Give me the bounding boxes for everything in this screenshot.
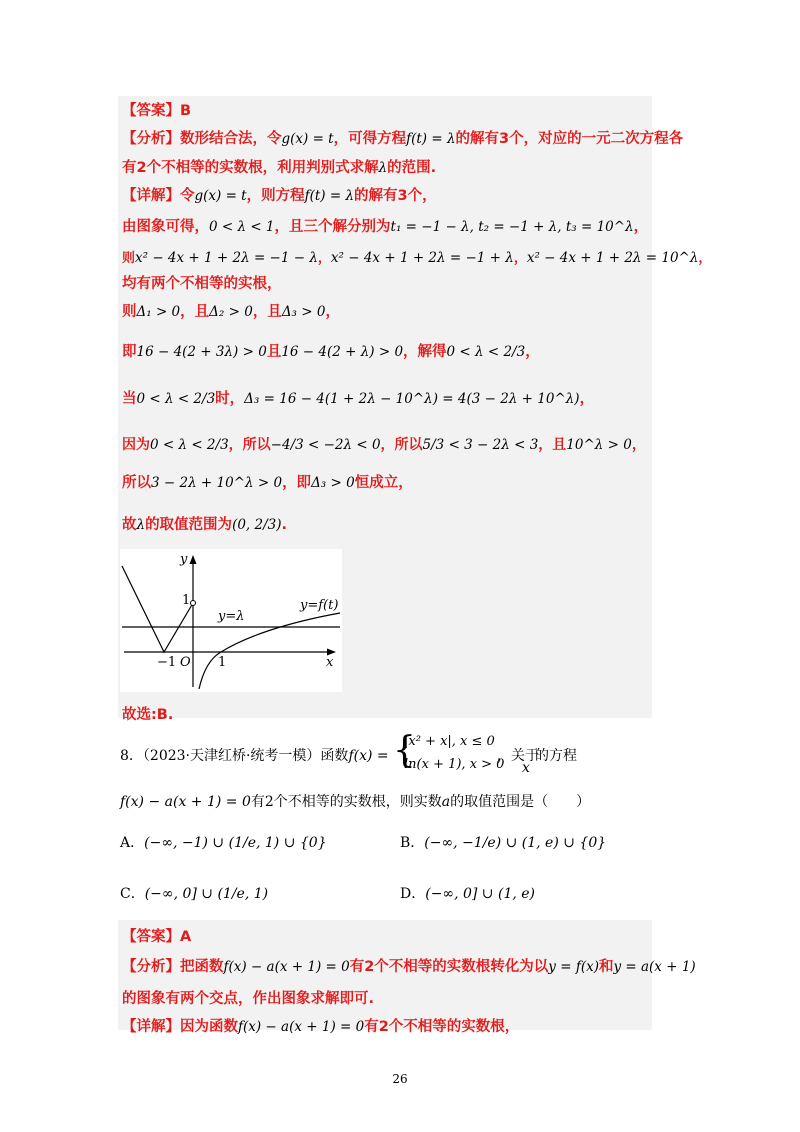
origin-label: O — [180, 655, 191, 670]
option-b[interactable]: B．(−∞, −1/e) ∪ (1, e) ∪ {0} — [400, 835, 607, 851]
detail-line-9: 所以3 − 2λ + 10^λ > 0，即Δ₃ > 0恒成立， — [122, 475, 413, 491]
detail-line-7: 当0 < λ < 2/3时，Δ₃ = 16 − 4(1 + 2λ − 10^λ) = 4(3 − 2λ + 10^λ)， — [122, 391, 595, 407]
detail-line-3: 则x² − 4x + 1 + 2λ = −1 − λ，x² − 4x + 1 + 2λ = −1 + λ，x² − 4x + 1 + 2λ = 10^λ， — [122, 250, 712, 266]
option-c[interactable]: C．(−∞, 0] ∪ (1/e, 1) — [120, 886, 269, 902]
detail-line-6: 即16 − 4(2 + 3λ) > 0且16 − 4(2 + λ) > 0，解得0 < λ < 2/3， — [122, 344, 540, 360]
tick-neg1: −1 — [157, 655, 177, 670]
analysis-2-line-2: 的图象有两个交点，作出图象求解即可. — [122, 991, 375, 1007]
option-a[interactable]: A．(−∞, −1) ∪ (1/e, 1) ∪ {0} — [120, 835, 327, 851]
function-graph — [120, 549, 342, 692]
detail-line-1: 【详解】令g(x) = t，则方程f(t) = λ的解有3个， — [122, 188, 437, 204]
detail-line-5: 则Δ₁ > 0，且Δ₂ > 0，且Δ₃ > 0， — [122, 304, 340, 320]
page-number: 26 — [392, 1072, 408, 1086]
y-label: y — [180, 552, 188, 567]
question-8-eq: 的方程 — [535, 748, 577, 764]
open-point — [191, 601, 196, 606]
piecewise-brace: { — [393, 730, 416, 771]
tick-1x: 1 — [218, 655, 227, 670]
curve-label: y=f(t) — [300, 598, 339, 613]
question-8-line-2: f(x) − a(x + 1) = 0有2个不相等的实数根，则实数a的取值范围是（ ） — [120, 794, 591, 810]
detail-line-4: 均有两个不相等的实根， — [122, 276, 282, 292]
analysis-line-1: 【分析】数形结合法，令g(x) = t，可得方程f(t) = λ的解有3个，对应的一元二次方程各 — [122, 131, 684, 147]
question-8-line-1: 8．（2023·天津红桥·统考一模）函数f(x) = — [120, 748, 389, 764]
lambda-label: y=λ — [218, 609, 245, 624]
x-label: x — [326, 655, 334, 670]
choose-line: 故选:B. — [122, 707, 174, 723]
question-8-about: ，关于 — [497, 748, 539, 764]
tick-1y: 1 — [182, 593, 191, 608]
analysis-line-2: 有2个不相等的实数根，利用判别式求解λ的范围. — [122, 160, 437, 176]
piece-1: |x² + x|, x ≤ 0 — [404, 734, 495, 749]
option-d[interactable]: D．(−∞, 0] ∪ (1, e) — [400, 886, 536, 902]
detail-2-line-1: 【详解】因为函数f(x) − a(x + 1) = 0有2个不相等的实数根， — [122, 1019, 520, 1035]
answer-line: 【答案】B — [122, 103, 192, 119]
question-8-x: x — [522, 760, 530, 776]
analysis-2-line-1: 【分析】把函数f(x) − a(x + 1) = 0有2个不相等的实数根转化为以y = f(x)和y = a(x + 1) — [122, 959, 696, 975]
answer-2-line: 【答案】A — [122, 929, 192, 945]
piece-2: ln(x + 1), x > 0 — [404, 757, 505, 772]
detail-line-10: 故λ的取值范围为(0, 2/3). — [122, 517, 288, 533]
detail-line-8: 因为0 < λ < 2/3，所以−4/3 < −2λ < 0，所以5/3 < 3 − 2λ < 3，且10^λ > 0， — [122, 437, 646, 453]
detail-line-2: 由图象可得，0 < λ < 1，且三个解分别为t₁ = −1 − λ, t₂ = −1 + λ, t₃ = 10^λ， — [122, 219, 649, 235]
